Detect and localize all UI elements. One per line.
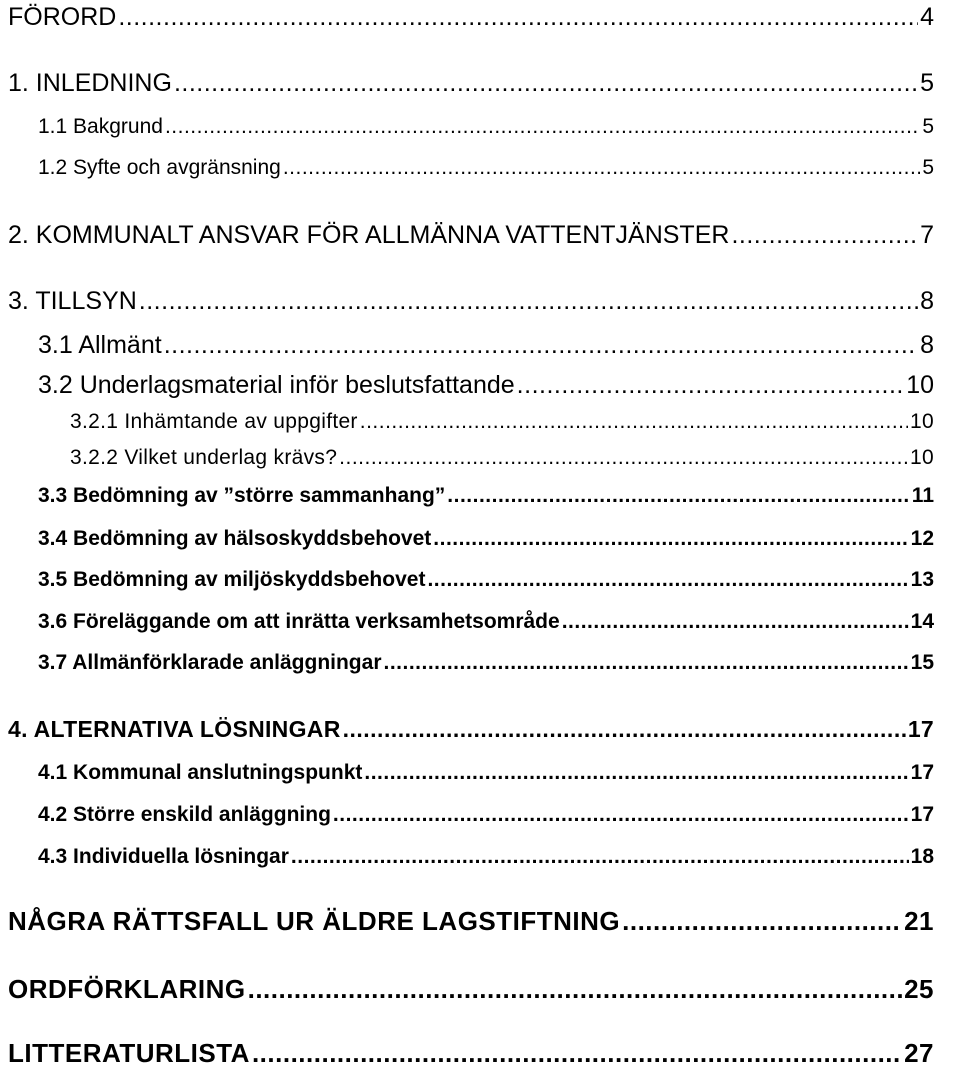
toc-page-number: 17 — [910, 761, 934, 784]
toc-entry-title: ORDFÖRKLARING — [8, 974, 246, 1004]
toc-dot-leader — [174, 69, 918, 98]
toc-entry-title: 3. TILLSYN — [8, 287, 137, 315]
toc-entry-title: 1. INLEDNING — [8, 69, 172, 97]
toc-page-number: 10 — [906, 371, 934, 399]
toc-page-number: 13 — [910, 568, 934, 591]
toc-page-number: 10 — [910, 446, 934, 469]
toc-page-number: 5 — [920, 69, 934, 97]
toc-entry-section-3-3[interactable] — [38, 484, 934, 508]
toc-entry-section-4-2[interactable] — [38, 803, 934, 827]
toc-dot-leader — [165, 115, 920, 139]
toc-page-number: 5 — [922, 156, 934, 179]
toc-dot-leader — [333, 803, 909, 827]
toc-entry-title: NÅGRA RÄTTSFALL UR ÄLDRE LAGSTIFTNING — [8, 906, 621, 936]
toc-dot-leader — [433, 527, 908, 551]
toc-dot-leader — [427, 568, 908, 592]
toc-entry-title: 4. ALTERNATIVA LÖSNINGAR — [8, 716, 341, 742]
toc-entry-title: 3.2.1 Inhämtande av uppgifter — [70, 410, 358, 433]
toc-entry-title: 3.6 Föreläggande om att inrätta verksamhetsområde — [38, 610, 560, 633]
toc-page-number: 4 — [920, 3, 934, 31]
toc-page-number: 25 — [904, 974, 934, 1004]
toc-dot-leader — [562, 610, 909, 634]
toc-page-number: 8 — [920, 287, 934, 315]
toc-dot-leader — [118, 3, 918, 32]
toc-page-number: 21 — [904, 906, 934, 936]
toc-entry-title: 3.7 Allmänförklarade anläggningar — [38, 651, 382, 674]
toc-page-number: 18 — [910, 845, 934, 868]
toc-entry-chapter-4[interactable] — [8, 716, 934, 742]
toc-dot-leader — [291, 845, 909, 869]
toc-entry-chapter-3[interactable] — [8, 287, 934, 316]
toc-dot-leader — [517, 371, 905, 400]
toc-dot-leader — [384, 651, 909, 675]
toc-entry-section-3-4[interactable] — [38, 527, 934, 551]
toc-page-number: 10 — [910, 410, 934, 433]
toc-page-number: 11 — [911, 484, 934, 507]
toc-dot-leader — [622, 907, 902, 937]
toc-dot-leader — [248, 975, 902, 1005]
toc-entry-title: 4.3 Individuella lösningar — [38, 845, 289, 868]
toc-entry-title: 3.4 Bedömning av hälsoskyddsbehovet — [38, 527, 432, 550]
toc-entry-section-4-3[interactable] — [38, 845, 934, 869]
toc-entry-section-1-1[interactable] — [38, 115, 934, 139]
toc-entry-title: FÖRORD — [8, 3, 117, 31]
toc-page-number: 7 — [920, 221, 934, 249]
toc-page-number: 27 — [904, 1038, 934, 1068]
toc-entry-section-3-6[interactable] — [38, 610, 934, 634]
toc-entry-section-4-1[interactable] — [38, 761, 934, 785]
toc-entry-subsection-3-2-2[interactable] — [70, 446, 934, 470]
toc-page-number: 17 — [907, 716, 934, 742]
toc-entry-title: 3.1 Allmänt — [38, 331, 162, 359]
toc-entry-chapter-1[interactable] — [8, 69, 934, 98]
toc-dot-leader — [283, 156, 920, 180]
toc-page-number: 5 — [922, 115, 934, 138]
toc-dot-leader — [731, 221, 918, 250]
toc-entry-section-3-1[interactable] — [38, 331, 934, 360]
toc-page-number: 8 — [920, 331, 934, 359]
toc-entry-section-1-2[interactable] — [38, 156, 934, 180]
toc-entry-title: 4.1 Kommunal anslutningspunkt — [38, 761, 363, 784]
toc-entry-section-3-5[interactable] — [38, 568, 934, 592]
toc-page-number: 15 — [910, 651, 934, 674]
toc-entry-glossary[interactable] — [8, 975, 934, 1005]
toc-entry-title: 3.2.2 Vilket underlag krävs? — [70, 446, 338, 469]
toc-entry-title: 3.3 Bedömning av ”större sammanhang” — [38, 484, 446, 507]
toc-entry-title: 4.2 Större enskild anläggning — [38, 803, 331, 826]
toc-entry-bibliography[interactable] — [8, 1039, 934, 1069]
toc-entry-foreword[interactable] — [8, 3, 934, 32]
toc-dot-leader — [364, 761, 908, 785]
toc-entry-title: 3.2 Underlagsmaterial inför beslutsfattande — [38, 371, 515, 399]
toc-entry-court-cases[interactable] — [8, 907, 934, 937]
toc-entry-title: 3.5 Bedömning av miljöskyddsbehovet — [38, 568, 426, 591]
toc-dot-leader — [252, 1039, 902, 1069]
toc-dot-leader — [164, 331, 918, 360]
toc-entry-chapter-2[interactable] — [8, 221, 934, 250]
toc-entry-section-3-2[interactable] — [38, 371, 934, 400]
toc-dot-leader — [339, 446, 908, 470]
toc-entry-title: 2. KOMMUNALT ANSVAR FÖR ALLMÄNNA VATTENTJÄNSTER — [8, 221, 730, 249]
toc-entry-title: LITTERATURLISTA — [8, 1038, 250, 1068]
toc-dot-leader — [447, 484, 910, 508]
toc-entry-title: 1.2 Syfte och avgränsning — [38, 156, 281, 179]
toc-entry-subsection-3-2-1[interactable] — [70, 410, 934, 434]
toc-entry-section-3-7[interactable] — [38, 651, 934, 675]
toc-dot-leader — [139, 287, 918, 316]
toc-page-number: 14 — [910, 610, 934, 633]
toc-dot-leader — [360, 410, 908, 434]
toc-dot-leader — [343, 716, 906, 742]
toc-entry-title: 1.1 Bakgrund — [38, 115, 163, 138]
toc-page-number: 12 — [910, 527, 934, 550]
toc-page-number: 17 — [910, 803, 934, 826]
